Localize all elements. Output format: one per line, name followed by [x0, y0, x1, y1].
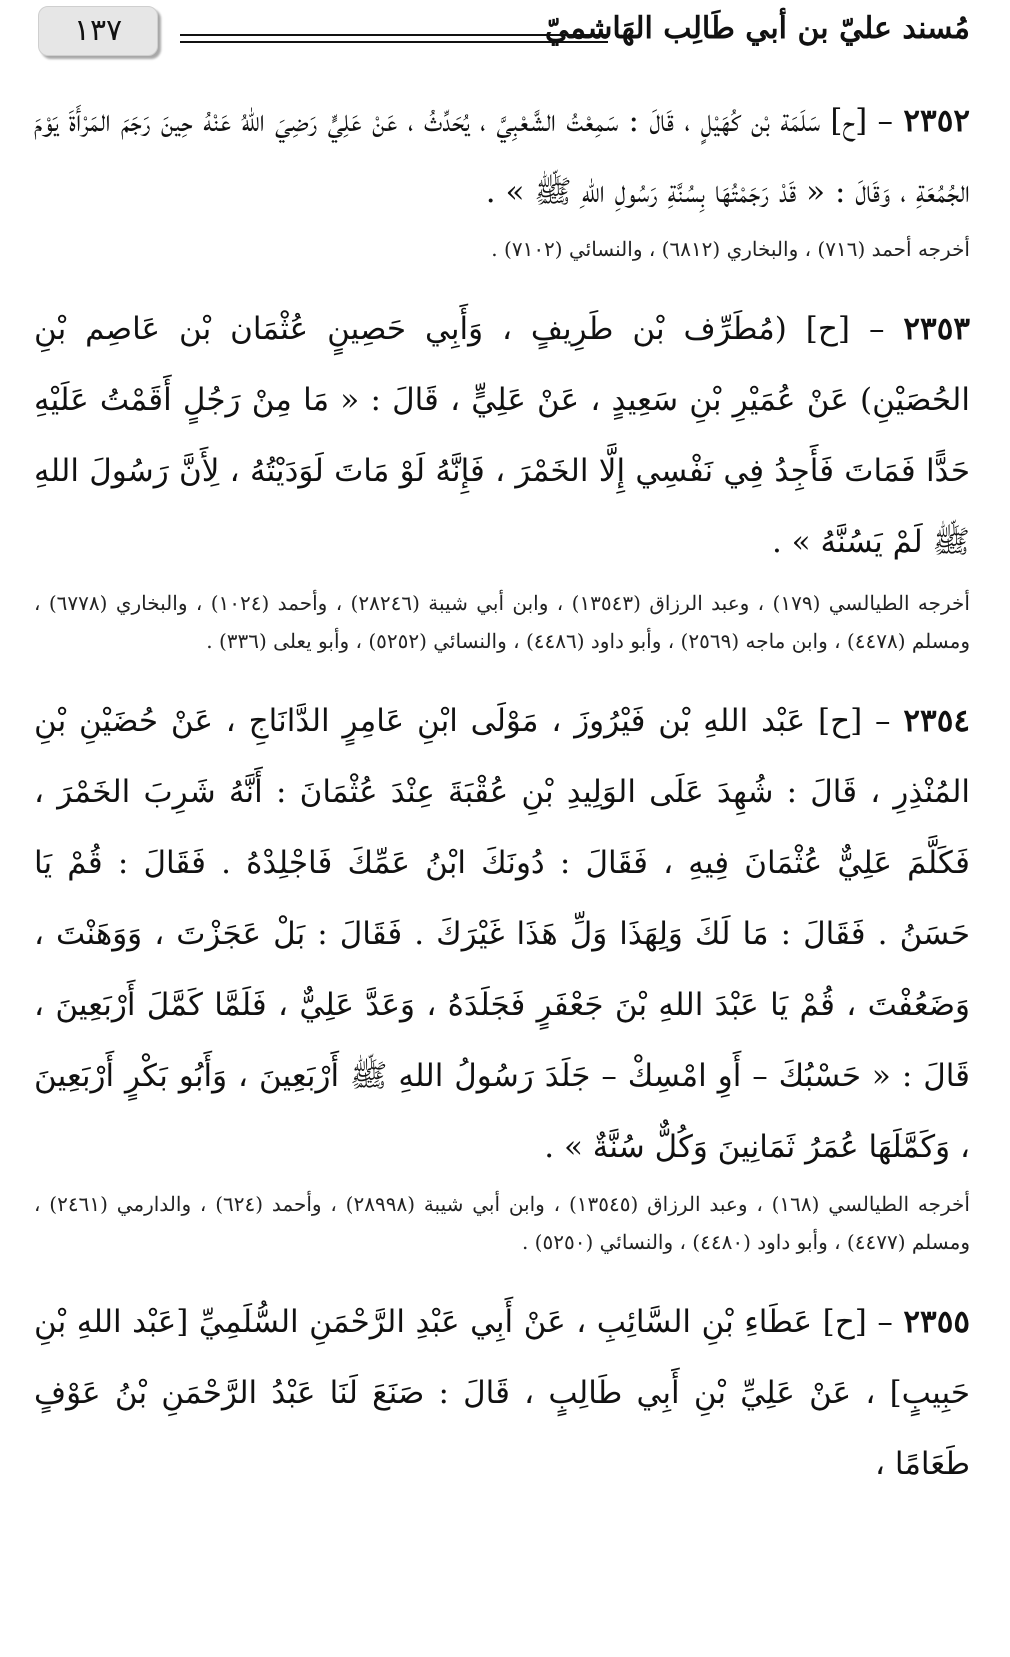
hadith-number: ٢٣٥٢: [903, 103, 971, 139]
running-header-title: مُسند عليّ بن أبي طَالِب الهَاشميّ: [544, 11, 970, 46]
hadith-takhrij: أخرجه أحمد (٧١٦) ، والبخاري (٦٨١٢) ، والنسائي (٧١٠٢) .: [491, 237, 970, 261]
hadith-body: – [ح] (مُطَرِّف بْن طَرِيفٍ ، وَأَبِي حَصِينٍ عُثْمَان بْن عَاصِم بْنِ الحُصَيْنِ) عَنْ عُمَيْرِ بْنِ سَعِيدٍ ، عَنْ عَلِيٍّ ، قَالَ : « مَا مِنْ رَجُلٍ أَقَمْتُ عَلَيْهِ حَدًّا فَمَاتَ فَأَجِدُ فِي نَفْسِي إِلَّا الخَمْرَ ، فَإِنَّهُ لَوْ مَاتَ لَوَدَيْتُهُ ، لِأَنَّ رَسُولَ اللهِ ﷺ لَمْ يَسُنَّهُ » .: [34, 311, 970, 560]
hadith-text: [34, 86, 970, 228]
hadith-number: ٢٣٥٣: [903, 311, 970, 347]
hadith-text: [34, 1287, 970, 1500]
header-rule-top: [180, 34, 608, 36]
page-number: ١٣٧: [38, 6, 158, 56]
hadith-body: – [ح] عَبْد اللهِ بْن فَيْرُوزَ ، مَوْلَى ابْنِ عَامِرٍ الدَّانَاجِ ، عَنْ حُضَيْنِ بْنِ المُنْذِرِ ، قَالَ : شُهِدَ عَلَى الوَلِيدِ بْنِ عُقْبَةَ عِنْدَ عُثْمَانَ : أَنَّهُ شَرِبَ الخَمْرَ ، فَكَلَّمَ عَلِيٌّ عُثْمَانَ فِيهِ ، فَقَالَ : دُونَكَ ابْنُ عَمِّكَ فَاجْلِدْهُ . فَقَالَ : قُمْ يَا حَسَنُ . فَقَالَ : مَا لَكَ وَلِهَذَا وَلِّ هَذَا غَيْرَكَ . فَقَالَ : بَلْ عَجَزْتَ ، وَوَهَنْتَ ، وَضَعُفْتَ ، قُمْ يَا عَبْدَ اللهِ بْنَ جَعْفَرٍ فَجَلَدَهُ ، وَعَدَّ عَلِيٌّ ، فَلَمَّا كَمَّلَ أَرْبَعِينَ ، قَالَ : « حَسْبُكَ – أَوِ امْسِكْ – جَلَدَ رَسُولُ اللهِ ﷺ أَرْبَعِينَ ، وَأَبُو بَكْرٍ أَرْبَعِينَ ، وَكَمَّلَهَا عُمَرُ ثَمَانِينَ وَكُلٌّ سُنَّةٌ » .: [34, 703, 970, 1165]
hadith-number: ٢٣٥٥: [903, 1304, 970, 1340]
hadith-text: [34, 686, 970, 1183]
hadith-text: [34, 294, 970, 578]
hadith-2353: [34, 294, 970, 660]
hadith-2354: [34, 686, 970, 1261]
header-rule-bottom: [180, 41, 608, 43]
hadith-takhrij: أخرجه الطيالسي (١٦٨) ، وعبد الرزاق (١٣٥٤٥) ، وابن أبي شيبة (٢٨٩٩٨) ، وأحمد (٦٢٤) ، والدارمي (٢٤٦١) ، ومسلم (٤٤٧٧) ، وأبو داود (٤٤٨٠) ، والنسائي (٥٢٥٠) .: [34, 1192, 970, 1254]
page-body: [34, 86, 970, 1500]
hadith-takhrij: أخرجه الطيالسي (١٧٩) ، وعبد الرزاق (١٣٥٤٣) ، وابن أبي شيبة (٢٨٢٤٦) ، وأحمد (١٠٢٤) ، والبخاري (٦٧٧٨) ، ومسلم (٤٤٧٨) ، وابن ماجه (٢٥٦٩) ، وأبو داود (٤٤٨٦) ، والنسائي (٥٢٥٢) ، وأبو يعلى (٣٣٦) .: [34, 591, 970, 653]
hadith-2355: [34, 1287, 970, 1500]
hadith-2352: [34, 86, 970, 268]
hadith-body: – [ح] عَطَاءِ بْنِ السَّائِبِ ، عَنْ أَبِي عَبْدِ الرَّحْمَنِ السُّلَمِيِّ [عَبْد اللهِ بْنِ حَبِيبٍ] ، عَنْ عَلِيِّ بْنِ أَبِي طَالِبٍ ، قَالَ : صَنَعَ لَنَا عَبْدُ الرَّحْمَنِ بْنُ عَوْفٍ طَعَامًا ،: [34, 1304, 970, 1482]
hadith-body: – [ح] سَلَمَة بْن كُهَيْلٍ ، قَالَ : سَمِعْتُ الشَّعْبِيَّ ، يُحَدِّثُ ، عَنْ عَلِيٍّ رَضِيَ اللهُ عَنْهُ حِينَ رَجَمَ المَرْأَةَ يَوْمَ الجُمُعَةِ ، وَقَالَ : « قَدْ رَجَمْتُهَا بِسُنَّةِ رَسُولِ اللهِ ﷺ » .: [34, 103, 970, 210]
hadith-number: ٢٣٥٤: [903, 703, 970, 739]
